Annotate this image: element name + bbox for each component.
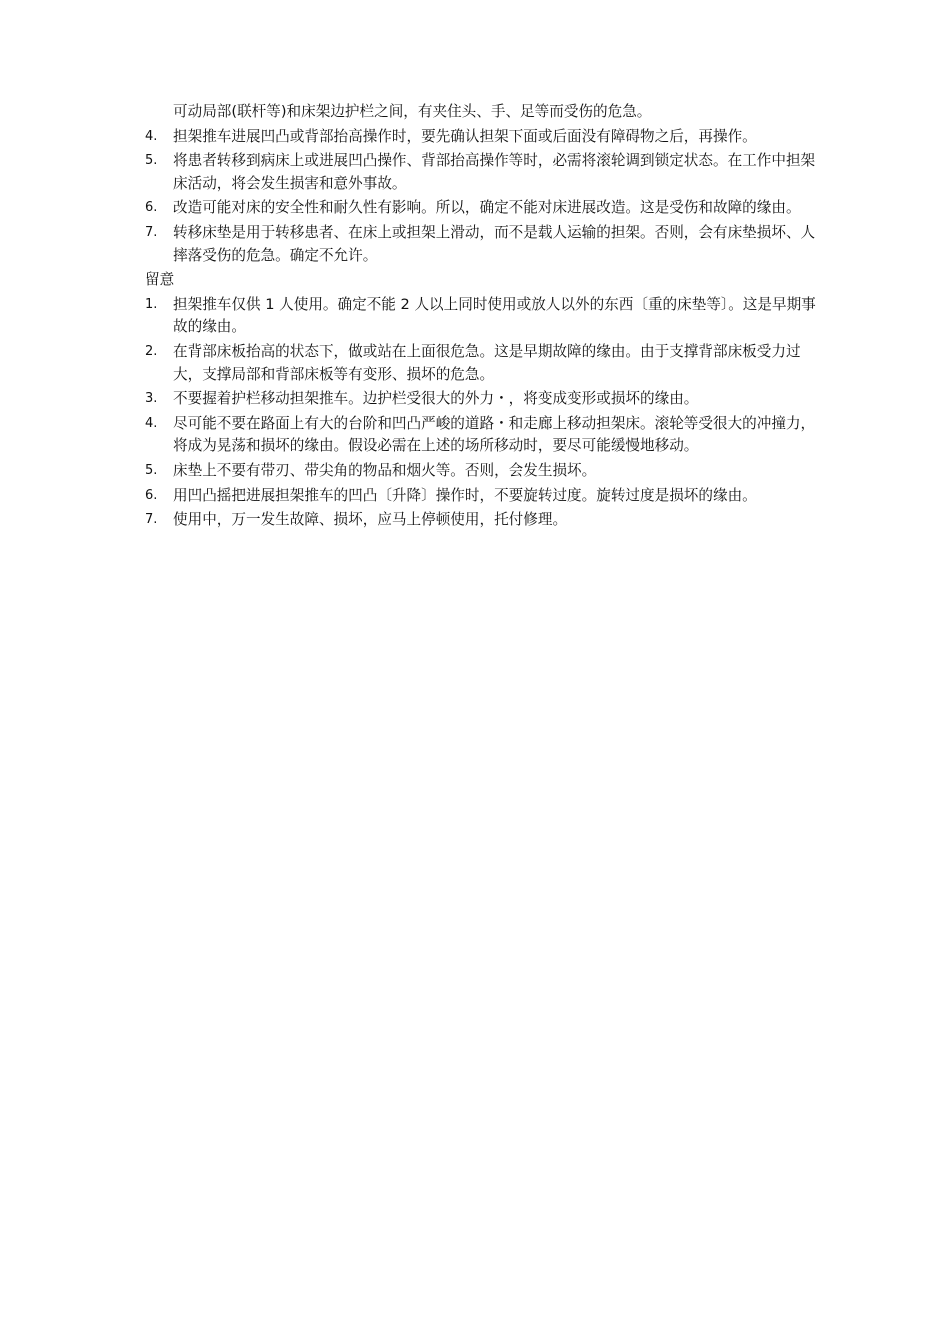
notes-list: [145, 294, 825, 532]
list-item: [145, 150, 825, 195]
item-number: 2.: [145, 343, 158, 359]
item-text: 转移床垫是用于转移患者、在床上或担架上滑动，而不是载人运输的担架。否则，会有床垫损坏、人摔落受伤的危急。确定不允许。: [173, 223, 816, 264]
item-number: 6.: [145, 200, 158, 216]
item-text: 尽可能不要在路面上有大的台阶和凹凸严峻的道路・和走廊上移动担架床。滚轮等受很大的冲撞力，将成为晃荡和损坏的缘由。假设必需在上述的场所移动时，要尽可能缓慢地移动。: [173, 414, 816, 455]
list-item: [145, 460, 825, 483]
section-heading: 留意: [145, 271, 175, 289]
list-item: [145, 413, 825, 458]
item-text: 改造可能对床的安全性和耐久性有影响。所以，确定不能对床进展改造。这是受伤和故障的缘由。: [173, 199, 801, 217]
item-number: 4.: [145, 128, 158, 144]
list-item: [145, 222, 825, 267]
item-number: 3.: [145, 391, 158, 407]
item-number: 6.: [145, 487, 158, 503]
item-number: 7.: [145, 224, 158, 240]
item-text: 床垫上不要有带刃、带尖角的物品和烟火等。否则，会发生损坏。: [173, 461, 597, 479]
continuation-paragraph: 可动局部(联杆等)和床架边护栏之间，有夹住头、手、足等而受伤的危急。: [173, 103, 652, 120]
item-text: 担架推车进展凹凸或背部抬高操作时，要先确认担架下面或后面没有障碍物之后，再操作。: [173, 127, 757, 145]
item-number: 4.: [145, 415, 158, 431]
precautions-list: [145, 126, 825, 268]
list-item: [145, 126, 825, 149]
list-item: [145, 341, 825, 386]
list-item: [145, 197, 825, 220]
item-number: 5.: [145, 462, 158, 478]
item-text: 担架推车仅供 1 人使用。确定不能 2 人以上同时使用或放人以外的东西〔重的床垫等〕。这是早期事故的缘由。: [173, 295, 816, 336]
item-text: 使用中，万一发生故障、损坏，应马上停顿使用，托付修理。: [173, 511, 568, 529]
item-number: 1.: [145, 296, 158, 312]
list-item: [145, 485, 825, 508]
item-text: 在背部床板抬高的状态下，做或站在上面很危急。这是早期故障的缘由。由于支撑背部床板受力过大，支撑局部和背部床板等有变形、损坏的危急。: [173, 342, 801, 383]
item-text: 用凹凸摇把进展担架推车的凹凸〔升降〕操作时，不要旋转过度。旋转过度是损坏的缘由。: [173, 486, 757, 504]
document-body: [145, 101, 825, 534]
item-text: 不要握着护栏移动担架推车。边护栏受很大的外力・，将变成变形或损坏的缘由。: [173, 390, 699, 408]
list-item: [145, 509, 825, 532]
list-item: [145, 388, 825, 411]
item-number: 7.: [145, 512, 158, 528]
item-text: 将患者转移到病床上或进展凹凸操作、背部抬高操作等时，必需将滚轮调到锁定状态。在工作中担架床活动，将会发生损害和意外事故。: [173, 152, 816, 192]
item-number: 5.: [145, 153, 158, 169]
list-item: [145, 294, 825, 339]
